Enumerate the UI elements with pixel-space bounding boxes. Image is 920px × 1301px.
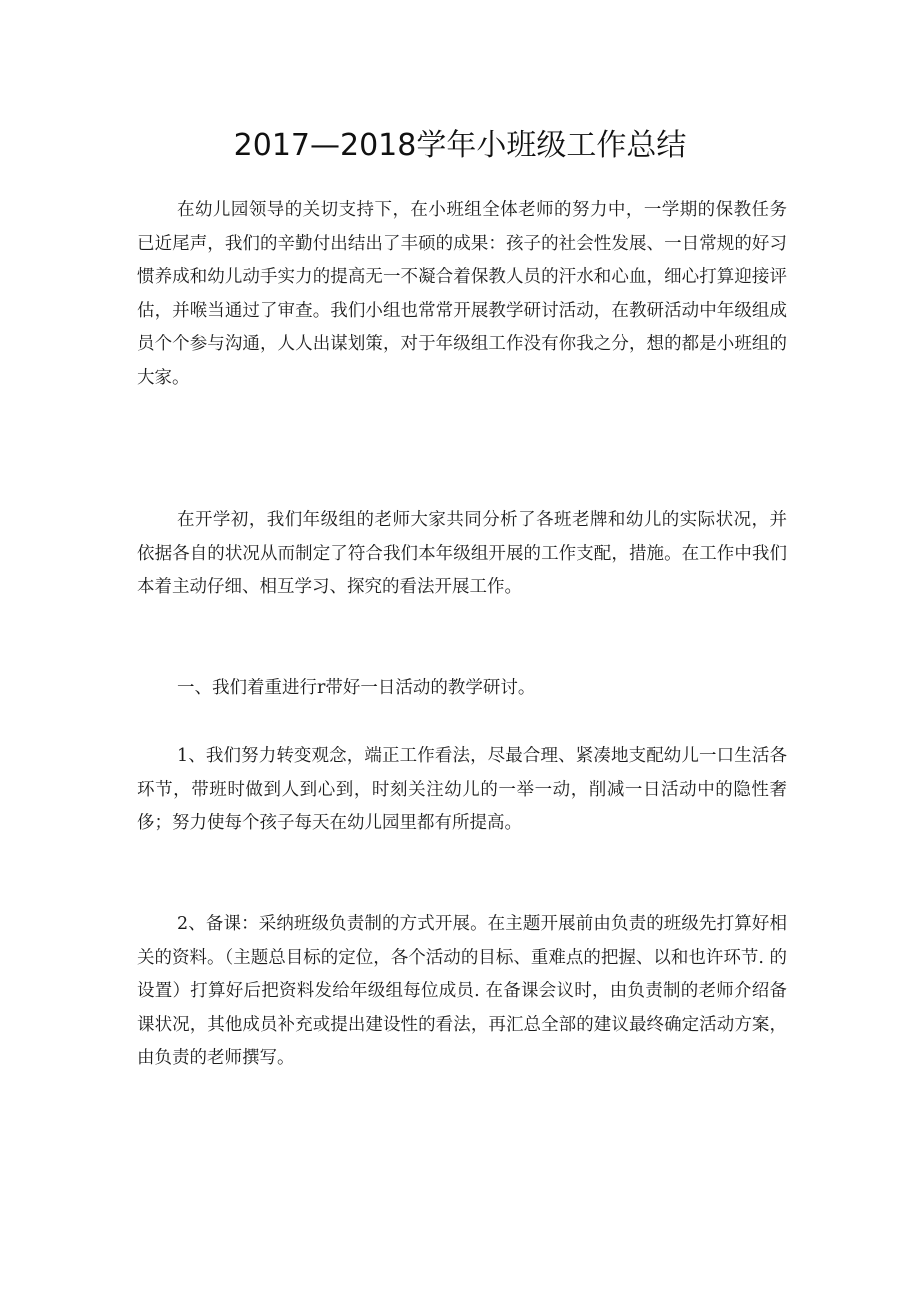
paragraph-item-2: 2、备课：采纳班级负责制的方式开展。在主题开展前由负责的班级先打算好相关的资料。（主题总目标的定位，各个活动的目标、重难点的把握、以和也许环节. 的设置）打算好后把资料发给年级组每位成员. 在备课会议时，由负责制的老师介绍备课状况，其他成员补充或提出建设性的看法，再汇总全部的建议最终确定活动方案，由负责的老师撰写。 bbox=[137, 914, 787, 1068]
paragraph-intro: 在幼儿园领导的关切支持下，在小班组全体老师的努力中，一学期的保教任务已近尾声，我们的辛勤付出结出了丰硕的成果：孩子的社会性发展、一日常规的好习惯养成和幼儿动手实力的提高无一不凝合着保教人员的汗水和心血，细心打算迎接评估，并喉当通过了审查。我们小组也常常开展教学研讨活动，在教研活动中年级组成员个个参与沟通，人人出谋划策，对于年级组工作没有你我之分，想的都是小班组的大家。 bbox=[137, 200, 787, 388]
section-heading-one: 一、我们着重进行r带好一日活动的教学研讨。 bbox=[177, 678, 536, 698]
paragraph-item-1: 1、我们努力转变观念，端正工作看法，尽最合理、紧凑地支配幼儿一口生活各环节，带班时做到人到心到，时刻关注幼儿的一举一动，削减一日活动中的隐性奢侈；努力使每个孩子每天在幼儿园里都有所提高。 bbox=[137, 746, 787, 833]
paragraph-start-of-term: 在开学初，我们年级组的老师大家共同分析了各班老牌和幼儿的实际状况，并依据各自的状况从而制定了符合我们本年级组开展的工作支配，措施。在工作中我们本着主动仔细、相互学习、探究的看法开展工作。 bbox=[137, 510, 787, 597]
document-title: 2017—2018学年小班级工作总结 bbox=[233, 128, 687, 163]
